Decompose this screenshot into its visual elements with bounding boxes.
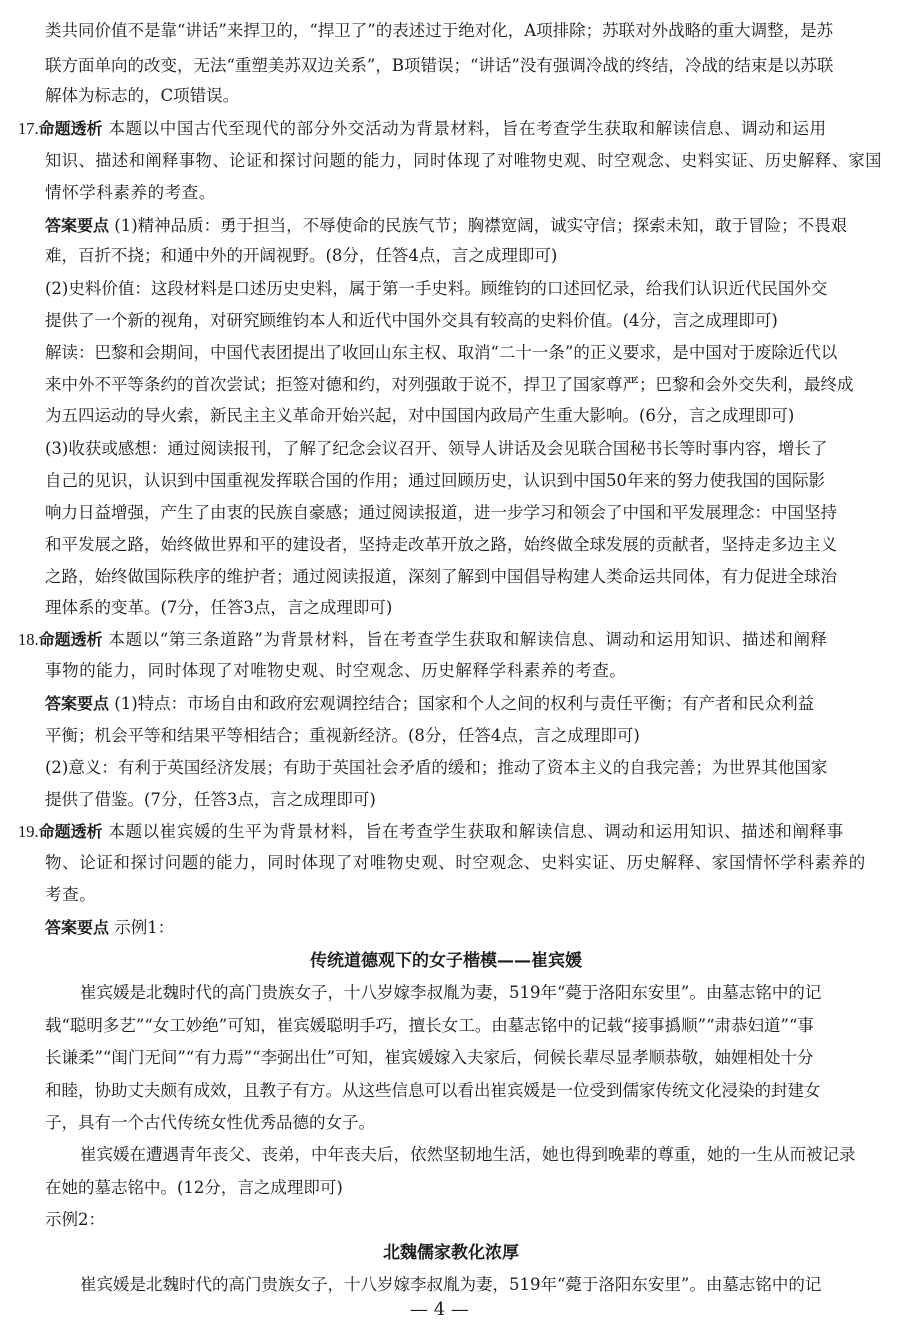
text-line	[45, 215, 847, 237]
text-line	[383, 1242, 519, 1264]
line-text: 本题以中国古代至现代的部分外交活动为背景材料，旨在考查学生获取和解读信息、调动和运用	[102, 119, 827, 138]
line-text: 类共同价值不是靠“讲话”来捍卫的，“捍卫了”的表述过于绝对化，A项排除；苏联对外战略的重大调整，是苏	[45, 21, 834, 40]
question-number: 19.	[18, 822, 39, 841]
line-text: 在她的墓志铭中。(12分，言之成理即可)	[45, 1178, 343, 1197]
text-line	[45, 1177, 343, 1199]
line-text: 本题以崔宾媛的生平为背景材料，旨在考查学生获取和解读信息、调动和运用知识、描述和阐释事	[102, 822, 844, 841]
text-line	[45, 1047, 814, 1069]
text-line	[80, 1144, 856, 1166]
text-line	[18, 821, 844, 843]
line-text: 崔宾媛是北魏时代的高门贵族女子，十八岁嫁李叔胤为妻，519年“薨于洛阳东安里”。由墓志铭中的记	[80, 983, 822, 1002]
text-line	[45, 182, 216, 204]
line-text: 崔宾媛是北魏时代的高门贵族女子，十八岁嫁李叔胤为妻，519年“薨于洛阳东安里”。由墓志铭中的记	[80, 1275, 822, 1294]
line-text: 本题以“第三条道路”为背景材料，旨在考查学生获取和解读信息、调动和运用知识、描述和阐释	[102, 630, 828, 649]
section-tag: 答案要点	[45, 918, 110, 937]
line-text: 示例2：	[45, 1210, 105, 1229]
text-line	[45, 597, 392, 619]
line-text: 来中外不平等条约的首次尝试；拒签对德和约，对列强敢于说不，捍卫了国家尊严；巴黎和会外交失利，最终成	[45, 375, 854, 394]
text-line	[410, 1299, 469, 1321]
text-line	[45, 725, 640, 747]
text-line	[45, 150, 882, 172]
text-line	[45, 310, 778, 332]
line-text: 知识、描述和阐释事物、论证和探讨问题的能力，同时体现了对唯物史观、时空观念、史料实证、历史解释、家国	[45, 151, 882, 170]
text-line	[45, 566, 837, 588]
text-line	[310, 950, 582, 972]
text-line	[45, 789, 376, 811]
text-line	[18, 118, 827, 140]
line-text: 平衡；机会平等和结果平等相结合；重视新经济。(8分，任答4点，言之成理即可)	[45, 726, 640, 745]
text-line	[45, 917, 174, 939]
question-number: 17.	[18, 119, 39, 138]
essay-title: 传统道德观下的女子楷模——崔宾媛	[310, 951, 582, 971]
text-line	[45, 660, 626, 682]
line-text: 考查。	[45, 885, 97, 904]
line-text: 响力日益增强，产生了由衷的民族自豪感；通过阅读报道，进一步学习和领会了中国和平发展理念：中国坚持	[45, 503, 837, 522]
line-text: 事物的能力，同时体现了对唯物史观、时空观念、历史解释学科素养的考查。	[45, 661, 627, 680]
section-tag: 命题透析	[38, 630, 103, 649]
text-line	[45, 374, 854, 396]
text-line	[45, 1112, 375, 1134]
line-text: 为五四运动的导火索，新民主主义革命开始兴起，对中国国内政局产生重大影响。(6分，言之成理即可)	[45, 406, 795, 425]
line-text: (2)史料价值：这段材料是口述历史史料，属于第一手史料。顾维钧的口述回忆录，给我们认识近代民国外交	[45, 279, 828, 298]
section-tag: 答案要点	[45, 694, 110, 713]
text-line	[45, 1015, 814, 1037]
line-text: (2)意义：有利于英国经济发展；有助于英国社会矛盾的缓和；推动了资本主义的自我完善；为世界其他国家	[45, 758, 828, 777]
text-line	[45, 534, 837, 556]
text-line	[45, 502, 837, 524]
line-text: 崔宾媛在遭遇青年丧父、丧弟，中年丧夫后，依然坚韧地生活，她也得到晚辈的尊重，她的一生从而被记录	[80, 1145, 856, 1164]
essay-title: 北魏儒家教化浓厚	[383, 1243, 519, 1263]
line-text: 之路，始终做国际秩序的维护者；通过阅读报道，深刻了解到中国倡导构建人类命运共同体，有力促进全球治	[45, 567, 837, 586]
line-text: (3)收获或感想：通过阅读报刊，了解了纪念会议召开、领导人讲话及会见联合国秘书长等时事内容，增长了	[45, 439, 828, 458]
text-line	[45, 884, 96, 906]
text-line	[45, 757, 827, 779]
section-tag: 命题透析	[38, 119, 103, 138]
line-text: 物、论证和探讨问题的能力，同时体现了对唯物史观、时空观念、史料实证、历史解释、家国情怀学科素养的	[45, 853, 866, 872]
text-line	[45, 693, 814, 715]
line-text: 自己的见识，认识到中国重视发挥联合国的作用；通过回顾历史，认识到中国50年来的努力使我国的国际影	[45, 471, 825, 490]
line-text: 提供了借鉴。(7分，任答3点，言之成理即可)	[45, 790, 376, 809]
line-text: 解读：巴黎和会期间，中国代表团提出了收回山东主权、取消“二十一条”的正义要求，是中国对于废除近代以	[45, 343, 838, 362]
line-text: 载“聪明多艺”“女工妙绝”可知，崔宾媛聪明手巧，擅长女工。由墓志铭中的记载“接事撝顺”“肃恭妇道”“事	[45, 1016, 814, 1035]
line-text: 子，具有一个古代传统女性优秀品德的女子。	[45, 1113, 375, 1132]
text-line	[45, 85, 239, 107]
text-line	[18, 629, 828, 651]
page-number: — 4 —	[410, 1299, 469, 1320]
text-line	[45, 245, 557, 267]
line-text: 情怀学科素养的考查。	[45, 183, 216, 202]
line-text: 解体为标志的，C项错误。	[45, 86, 240, 105]
text-line	[45, 278, 827, 300]
text-line	[45, 342, 837, 364]
line-text: 理体系的变革。(7分，任答3点，言之成理即可)	[45, 598, 393, 617]
text-line	[80, 1274, 821, 1296]
line-text: 提供了一个新的视角，对研究顾维钧本人和近代中国外交具有较高的史料价值。(4分，言之成理即可)	[45, 311, 778, 330]
text-line	[45, 470, 825, 492]
text-line	[45, 55, 833, 77]
text-line	[45, 1080, 821, 1102]
line-text: 和睦，协助丈夫颇有成效，且教子有方。从这些信息可以看出崔宾媛是一位受到儒家传统文化浸染的封建女	[45, 1081, 821, 1100]
line-text: 示例1：	[109, 918, 175, 937]
text-line	[45, 20, 833, 42]
line-text: 和平发展之路，始终做世界和平的建设者，坚持走改革开放之路，始终做全球发展的贡献者，坚持走多边主义	[45, 535, 837, 554]
text-line	[45, 852, 866, 874]
section-tag: 答案要点	[45, 216, 110, 235]
line-text: 联方面单向的改变，无法“重塑美苏双边关系”，B项错误；“讲话”没有强调冷战的终结，冷战的结束是以苏联	[45, 56, 834, 75]
text-line	[45, 1209, 105, 1231]
line-text: 难，百折不挠；和通中外的开阔视野。(8分，任答4点，言之成理即可)	[45, 246, 558, 265]
line-text: (1)特点：市场自由和政府宏观调控结合；国家和个人之间的权利与责任平衡；有产者和民众利益	[109, 694, 815, 713]
text-line	[45, 405, 794, 427]
line-text: 长谦柔”“闺门无间”“有力焉”“李弼出仕”可知，崔宾媛嫁入夫家后，伺候长辈尽显孝顺恭敬，妯娌相处十分	[45, 1048, 814, 1067]
text-line	[80, 982, 821, 1004]
line-text: (1)精神品质：勇于担当，不辱使命的民族气节；胸襟宽阔，诚实守信；探索未知，敢于冒险；不畏艰	[109, 216, 848, 235]
section-tag: 命题透析	[38, 822, 103, 841]
text-line	[45, 438, 827, 460]
question-number: 18.	[18, 630, 39, 649]
